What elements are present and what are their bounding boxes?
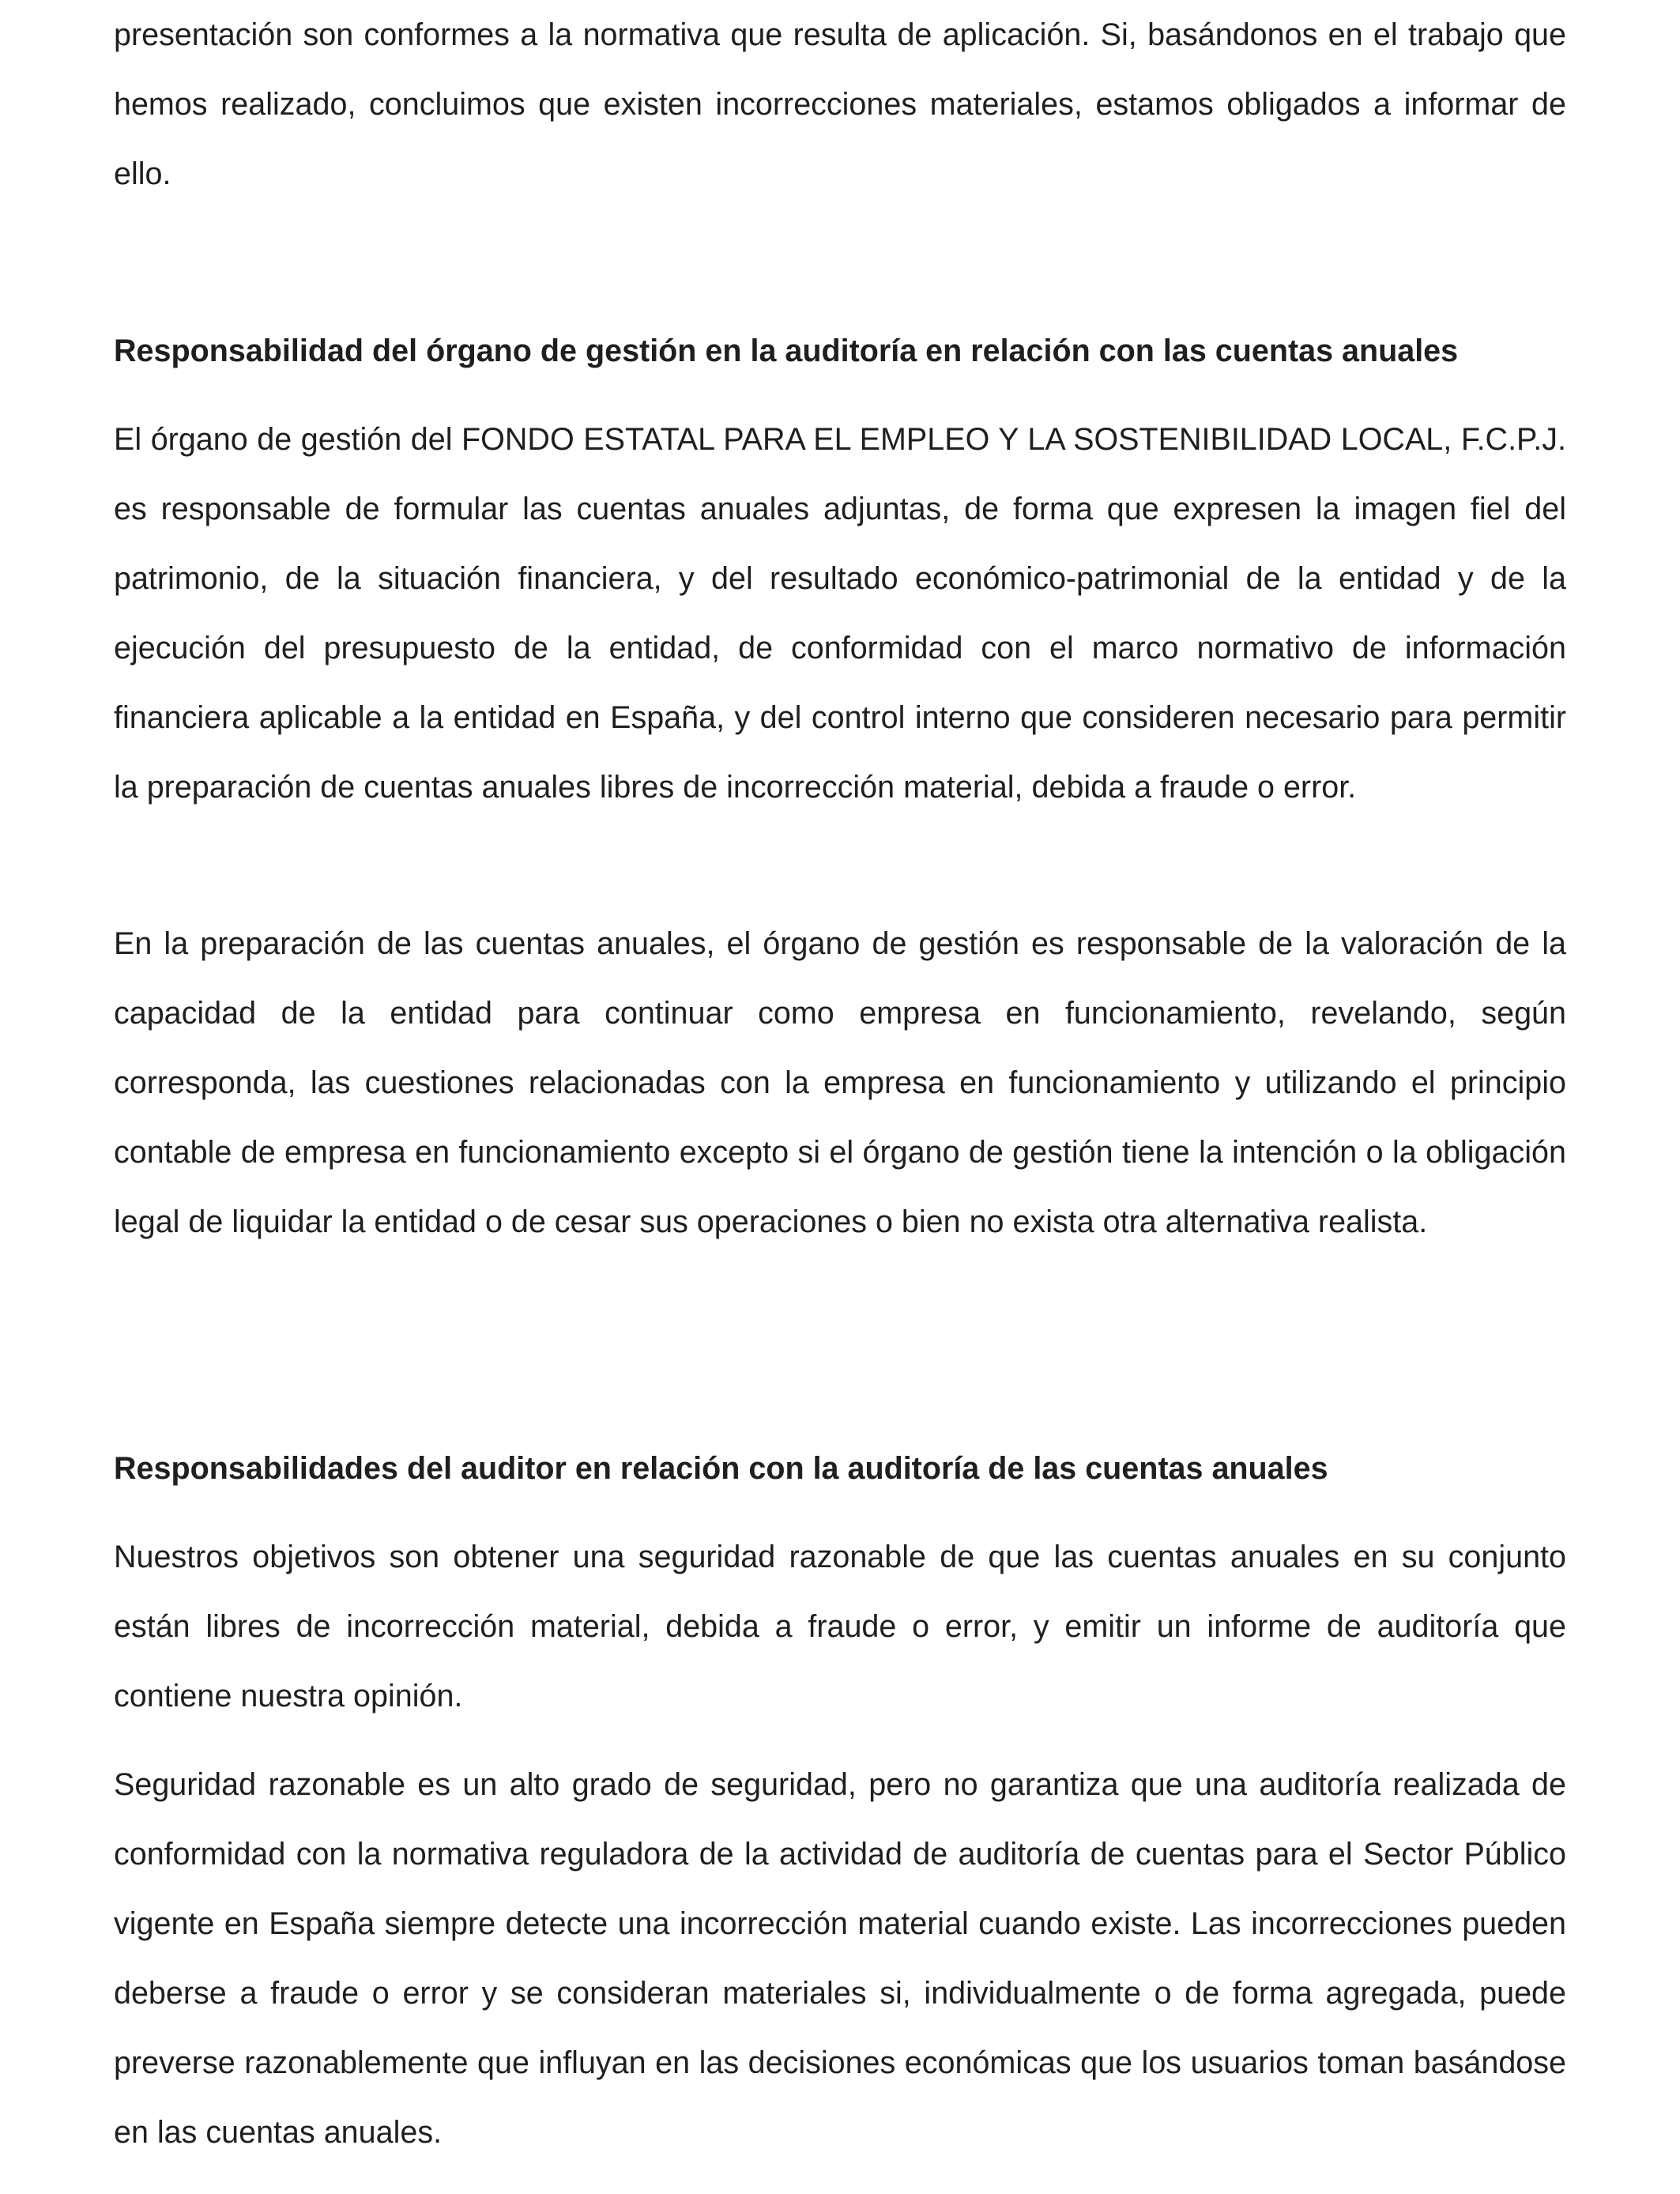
section-heading-auditor-responsibility: Responsabilidades del auditor en relación con la auditoría de las cuentas anuales [114, 1451, 1328, 1486]
auditor-responsibility-paragraph-1: Nuestros objetivos son obtener una seguridad razonable de que las cuentas anuales en su conjunto están libres de incorrección material, debida a fraude o error, y emitir un informe de auditoría que contiene nuestra opinión. [114, 1540, 1566, 1713]
management-responsibility-paragraph-1: El órgano de gestión del FONDO ESTATAL PARA EL EMPLEO Y LA SOSTENIBILIDAD LOCAL, F.C.P.J. es responsable de formular las cuentas anuales adjuntas, de forma que expresen la imagen fiel del patrimonio, de la situación financiera, y del resultado económico-patrimonial de la entidad y de la ejecución del presupuesto de la entidad, de conformidad con el marco normativo de información financiera aplicable a la entidad en España, y del control interno que consideren necesario para permitir la preparación de cuentas anuales libres de incorrección material, debida a fraude o error. [114, 422, 1566, 805]
auditor-responsibility-paragraph-2: Seguridad razonable es un alto grado de seguridad, pero no garantiza que una auditoría realizada de conformidad con la normativa reguladora de la actividad de auditoría de cuentas para el Sector Público vigente en España siempre detecte una incorrección material cuando existe. Las incorrecciones pueden deberse a fraude o error y se consideran materiales si, individualmente o de forma agregada, puede preverse razonablemente que influyan en las decisiones económicas que los usuarios toman basándose en las cuentas anuales. [114, 1767, 1566, 2150]
management-responsibility-paragraph-2: En la preparación de las cuentas anuales, el órgano de gestión es responsable de la valoración de la capacidad de la entidad para continuar como empresa en funcionamiento, revelando, según corresponda, las cuestiones relacionadas con la empresa en funcionamiento y utilizando el principio contable de empresa en funcionamiento excepto si el órgano de gestión tiene la intención o la obligación legal de liquidar la entidad o de cesar sus operaciones o bien no exista otra alternativa realista. [114, 926, 1566, 1239]
intro-paragraph: presentación son conformes a la normativa que resulta de aplicación. Si, basándonos en el trabajo que hemos realizado, concluimos que existen incorrecciones materiales, estamos obligados a informar de ello. [114, 17, 1566, 191]
section-heading-management-responsibility: Responsabilidad del órgano de gestión en la auditoría en relación con las cuentas anuales [114, 334, 1459, 368]
